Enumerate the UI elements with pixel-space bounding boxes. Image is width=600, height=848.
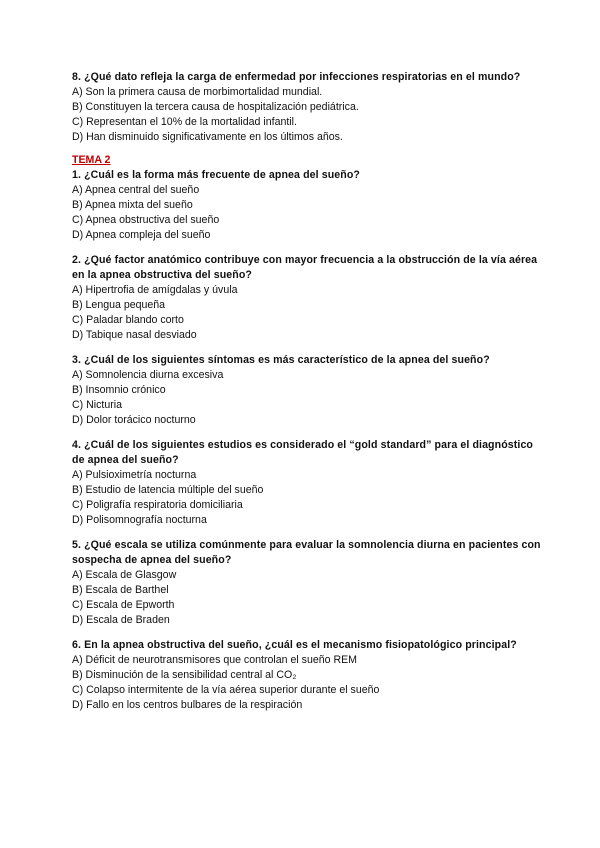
option-a: A) Pulsioximetría nocturna: [72, 469, 197, 481]
question-title: 3. ¿Cuál de los siguientes síntomas es más característico de la apnea del sueño?: [72, 354, 490, 366]
question-3: [72, 353, 542, 428]
option-b: B) Estudio de latencia múltiple del sueño: [72, 484, 264, 496]
option-a: A) Son la primera causa de morbimortalidad mundial.: [72, 86, 323, 98]
question-6: [72, 638, 542, 713]
question-title: 5. ¿Qué escala se utiliza comúnmente para evaluar la somnolencia diurna en pacientes con sospecha de apnea del sueño?: [72, 539, 541, 566]
option-d: D) Tabique nasal desviado: [72, 329, 197, 341]
section-heading-tema-2: TEMA 2: [72, 154, 111, 166]
option-c: C) Poligrafía respiratoria domiciliaria: [72, 499, 243, 511]
option-a: A) Hipertrofia de amígdalas y úvula: [72, 284, 238, 296]
option-b: B) Insomnio crónico: [72, 384, 166, 396]
option-c: C) Escala de Epworth: [72, 599, 175, 611]
document-page: [72, 70, 542, 723]
option-c: C) Colapso intermitente de la vía aérea superior durante el sueño: [72, 684, 380, 696]
option-d: D) Han disminuido significativamente en los últimos años.: [72, 131, 343, 143]
question-1: [72, 168, 542, 243]
option-b: B) Disminución de la sensibilidad central al CO₂: [72, 669, 297, 681]
option-b: B) Constituyen la tercera causa de hospitalización pediátrica.: [72, 101, 359, 113]
question-title: 4. ¿Cuál de los siguientes estudios es considerado el “gold standard” para el diagnóstico de apnea del sueño?: [72, 439, 534, 466]
question-title: 8. ¿Qué dato refleja la carga de enfermedad por infecciones respiratorias en el mundo?: [72, 71, 521, 83]
question-8: [72, 70, 542, 145]
option-a: A) Déficit de neurotransmisores que controlan el sueño REM: [72, 654, 357, 666]
option-d: D) Dolor torácico nocturno: [72, 414, 196, 426]
question-title: 1. ¿Cuál es la forma más frecuente de apnea del sueño?: [72, 169, 360, 181]
option-b: B) Apnea mixta del sueño: [72, 199, 193, 211]
option-b: B) Escala de Barthel: [72, 584, 169, 596]
option-d: D) Fallo en los centros bulbares de la respiración: [72, 699, 303, 711]
question-5: [72, 538, 542, 628]
option-a: A) Apnea central del sueño: [72, 184, 200, 196]
option-a: A) Somnolencia diurna excesiva: [72, 369, 224, 381]
option-c: C) Paladar blando corto: [72, 314, 184, 326]
option-c: C) Nicturia: [72, 399, 123, 411]
option-b: B) Lengua pequeña: [72, 299, 166, 311]
question-2: [72, 253, 542, 343]
option-c: C) Representan el 10% de la mortalidad infantil.: [72, 116, 297, 128]
option-d: D) Polisomnografía nocturna: [72, 514, 207, 526]
option-d: D) Apnea compleja del sueño: [72, 229, 211, 241]
question-title: 2. ¿Qué factor anatómico contribuye con mayor frecuencia a la obstrucción de la vía aérea en la apnea obstructiva del sueño?: [72, 254, 538, 281]
question-title: 6. En la apnea obstructiva del sueño, ¿cuál es el mecanismo fisiopatológico principal?: [72, 639, 517, 651]
option-c: C) Apnea obstructiva del sueño: [72, 214, 220, 226]
question-4: [72, 438, 542, 528]
option-d: D) Escala de Braden: [72, 614, 170, 626]
option-a: A) Escala de Glasgow: [72, 569, 177, 581]
